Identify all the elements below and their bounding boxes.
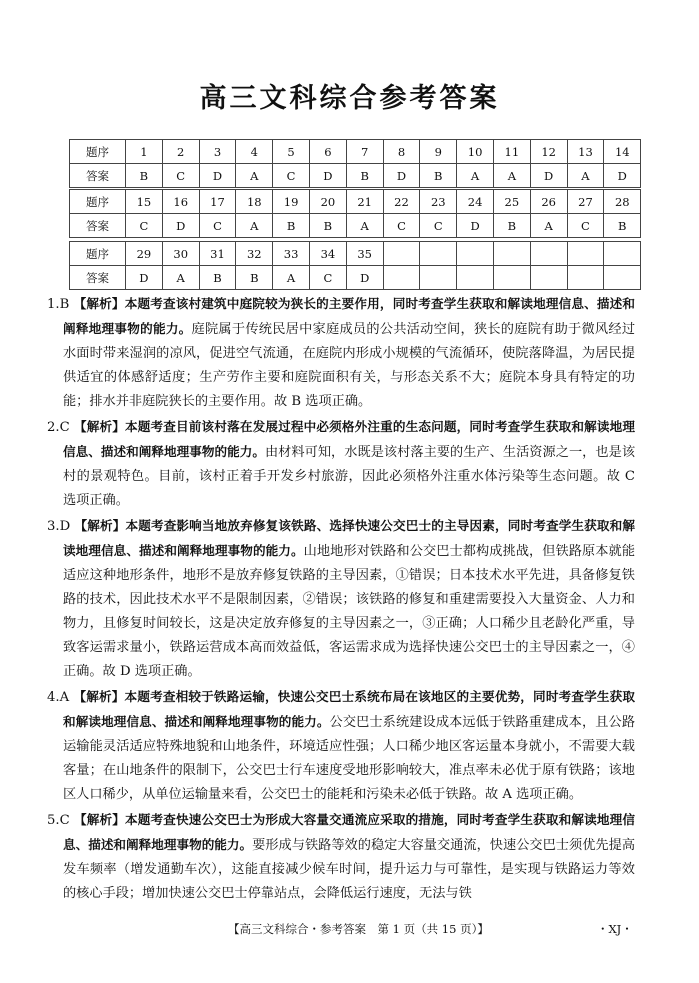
question-number-cell xyxy=(530,242,567,266)
question-number-cell: 5 xyxy=(273,140,310,164)
question-number-cell: 15 xyxy=(126,190,163,214)
question-number-cell: 21 xyxy=(346,190,383,214)
answer-item-3: 3.D 【解析】本题考查影响当地放弃修复该铁路、选择快速公交巴士的主导因素，同时考查学生获取和解读地理信息、描述和阐释地理事物的能力。山地地形对铁路和公交巴士都构成挑战，但铁路原本就能适应这种地形条件，地形不是放弃修复铁路的主导因素，①错误；日本技术水平先进，具备修复铁路的技术，因此技术水平不是限制因素，②错误；该铁路的修复和重建需要投入大量资金、人力和物力，且修复时间较长，这是决定放弃修复的主导因素之一，③正确；人口稀少且老龄化严重，导致客运需求量小，铁路运营成本高而效益低，客运需求成为选择快速公交巴士的主导因素之一，④正确。故 D 选项正确。 xyxy=(47,518,636,679)
question-number-cell: 7 xyxy=(346,140,383,164)
answer-letter-row xyxy=(70,266,641,290)
question-number-cell: 34 xyxy=(309,242,346,266)
question-number-cell: 14 xyxy=(604,140,641,164)
answer-letter-cell xyxy=(530,266,567,290)
question-number-cell xyxy=(420,242,457,266)
answer-letter-cell: A xyxy=(236,214,273,238)
answer-item-2: 2.C 【解析】本题考查目前该村落在发展过程中必须格外注重的生态问题，同时考查学生获取和解读地理信息、描述和阐释地理事物的能力。由材料可知，水既是该村落主要的生产、生活资源之一，也是该村的景观特色。目前，该村正着手开发乡村旅游，因此必须格外注重水体污染等生态问题。故 C 选项正确。 xyxy=(47,419,636,508)
question-number-cell: 3 xyxy=(199,140,236,164)
question-number-cell: 17 xyxy=(199,190,236,214)
question-number-cell: 16 xyxy=(162,190,199,214)
question-number-cell: 13 xyxy=(567,140,604,164)
answer-letter-cell xyxy=(567,266,604,290)
question-number-cell: 18 xyxy=(236,190,273,214)
page-title: 高三文科综合参考答案 xyxy=(199,83,500,114)
question-number-cell: 29 xyxy=(126,242,163,266)
answer-letter-cell xyxy=(493,266,530,290)
answer-letter-cell: B xyxy=(346,164,383,188)
answer-letter-cell xyxy=(457,266,494,290)
question-number-cell: 12 xyxy=(530,140,567,164)
answer-letter-cell: D xyxy=(309,164,346,188)
question-number-cell: 11 xyxy=(493,140,530,164)
question-number-cell: 6 xyxy=(309,140,346,164)
answer-letter-cell: A xyxy=(236,164,273,188)
answer-letter-cell xyxy=(420,266,457,290)
answer-letter-cell xyxy=(604,266,641,290)
answer-letter-cell: C xyxy=(162,164,199,188)
answer-letter-cell: D xyxy=(604,164,641,188)
question-number-row xyxy=(70,242,641,266)
question-number-cell: 30 xyxy=(162,242,199,266)
answer-table-block-2 xyxy=(69,189,641,238)
answer-letter-cell: C xyxy=(420,214,457,238)
question-number-cell: 20 xyxy=(309,190,346,214)
answer-letter-cell: A xyxy=(346,214,383,238)
answer-letter-cell: D xyxy=(346,266,383,290)
answer-letter-cell: B xyxy=(236,266,273,290)
answer-letter-cell: B xyxy=(604,214,641,238)
footer-edition-code: ・XJ・ xyxy=(597,922,633,936)
answer-letter-cell: D xyxy=(162,214,199,238)
question-number-cell: 2 xyxy=(162,140,199,164)
answer-letter-cell xyxy=(383,266,420,290)
answer-item-4: 4.A 【解析】本题考查相较于铁路运输，快速公交巴士系统布局在该地区的主要优势，同时考查学生获取和解读地理信息、描述和阐释地理事物的能力。公交巴士系统建设成本远低于铁路重建成本，且公路运输能灵活适应特殊地貌和山地条件，环境适应性强；人口稀少地区客运量本身就小，不需要大载客量；在山地条件的限制下，公交巴士行车速度受地形影响较大，准点率未必优于原有铁路；该地区人口稀少，从单位运输量来看，公交巴士的能耗和污染未必低于铁路。故 A 选项正确。 xyxy=(47,689,636,802)
question-number-cell xyxy=(493,242,530,266)
question-number-cell: 10 xyxy=(457,140,494,164)
row-header: 题序 xyxy=(70,140,126,164)
answer-letter-row xyxy=(70,164,641,188)
question-number-cell: 26 xyxy=(530,190,567,214)
answer-letter-cell: D xyxy=(383,164,420,188)
question-number-cell xyxy=(383,242,420,266)
question-number-cell xyxy=(457,242,494,266)
answer-letter-cell: B xyxy=(420,164,457,188)
answer-letter-cell: C xyxy=(126,214,163,238)
answer-letter-cell: C xyxy=(383,214,420,238)
answer-letter-cell: C xyxy=(273,164,310,188)
answer-letter-cell: A xyxy=(530,214,567,238)
answer-letter-cell: D xyxy=(457,214,494,238)
answer-letter-cell: D xyxy=(530,164,567,188)
answer-letter-cell: A xyxy=(162,266,199,290)
answer-letter-cell: C xyxy=(199,214,236,238)
question-number-cell: 23 xyxy=(420,190,457,214)
answer-item-5: 5.C 【解析】本题考查快速公交巴士为形成大容量交通流应采取的措施，同时考查学生获取和解读地理信息、描述和阐释地理事物的能力。要形成与铁路等效的稳定大容量交通流，快速公交巴士须优先提高发车频率（增发通勤车次），这能直接减少候车时间，提升运力与可靠性，是实现与铁路运力等效的核心手段；增加快速公交巴士停靠站点，会降低运行速度，无法与铁 xyxy=(47,812,636,901)
answer-letter-cell: C xyxy=(567,214,604,238)
question-number-cell: 8 xyxy=(383,140,420,164)
question-number-row xyxy=(70,190,641,214)
question-number-cell xyxy=(567,242,604,266)
row-header: 题序 xyxy=(70,190,126,214)
row-header: 答案 xyxy=(70,164,126,188)
answer-letter-cell: B xyxy=(273,214,310,238)
answer-letter-row xyxy=(70,214,641,238)
answer-letter-cell: B xyxy=(309,214,346,238)
question-number-cell: 19 xyxy=(273,190,310,214)
answer-letter-cell: D xyxy=(199,164,236,188)
answer-table-block-1 xyxy=(69,139,641,188)
row-header: 答案 xyxy=(70,214,126,238)
footer-page-info: 【高三文科综合・参考答案 第 1 页（共 15 页）】 xyxy=(228,922,489,936)
question-number-cell: 9 xyxy=(420,140,457,164)
answer-table-block-3 xyxy=(69,241,641,290)
question-number-cell xyxy=(604,242,641,266)
question-number-cell: 28 xyxy=(604,190,641,214)
answer-letter-cell: B xyxy=(199,266,236,290)
row-header: 答案 xyxy=(70,266,126,290)
row-header: 题序 xyxy=(70,242,126,266)
answer-letter-cell: A xyxy=(567,164,604,188)
question-number-cell: 32 xyxy=(236,242,273,266)
answer-letter-cell: A xyxy=(273,266,310,290)
answer-letter-cell: B xyxy=(126,164,163,188)
question-number-cell: 31 xyxy=(199,242,236,266)
question-number-cell: 1 xyxy=(126,140,163,164)
answer-letter-cell: B xyxy=(493,214,530,238)
question-number-row xyxy=(70,140,641,164)
question-number-cell: 24 xyxy=(457,190,494,214)
question-number-cell: 27 xyxy=(567,190,604,214)
answer-letter-cell: C xyxy=(309,266,346,290)
question-number-cell: 22 xyxy=(383,190,420,214)
question-number-cell: 25 xyxy=(493,190,530,214)
answer-letter-cell: D xyxy=(126,266,163,290)
question-number-cell: 35 xyxy=(346,242,383,266)
answer-letter-cell: A xyxy=(493,164,530,188)
answer-letter-cell: A xyxy=(457,164,494,188)
question-number-cell: 4 xyxy=(236,140,273,164)
answer-item-1: 1.B 【解析】本题考查该村建筑中庭院较为狭长的主要作用，同时考查学生获取和解读地理信息、描述和阐释地理事物的能力。庭院属于传统民居中家庭成员的公共活动空间，狭长的庭院有助于微风经过水面时带来湿润的凉风，促进空气流通，在庭院内形成小规模的气流循环，使院落降温，为居民提供适宜的体感舒适度；生产劳作主要和庭院面积有关，与形态关系不大；庭院本身具有特定的功能；排水并非庭院狭长的主要作用。故 B 选项正确。 xyxy=(47,296,636,409)
question-number-cell: 33 xyxy=(273,242,310,266)
answer-explanations xyxy=(47,292,635,907)
